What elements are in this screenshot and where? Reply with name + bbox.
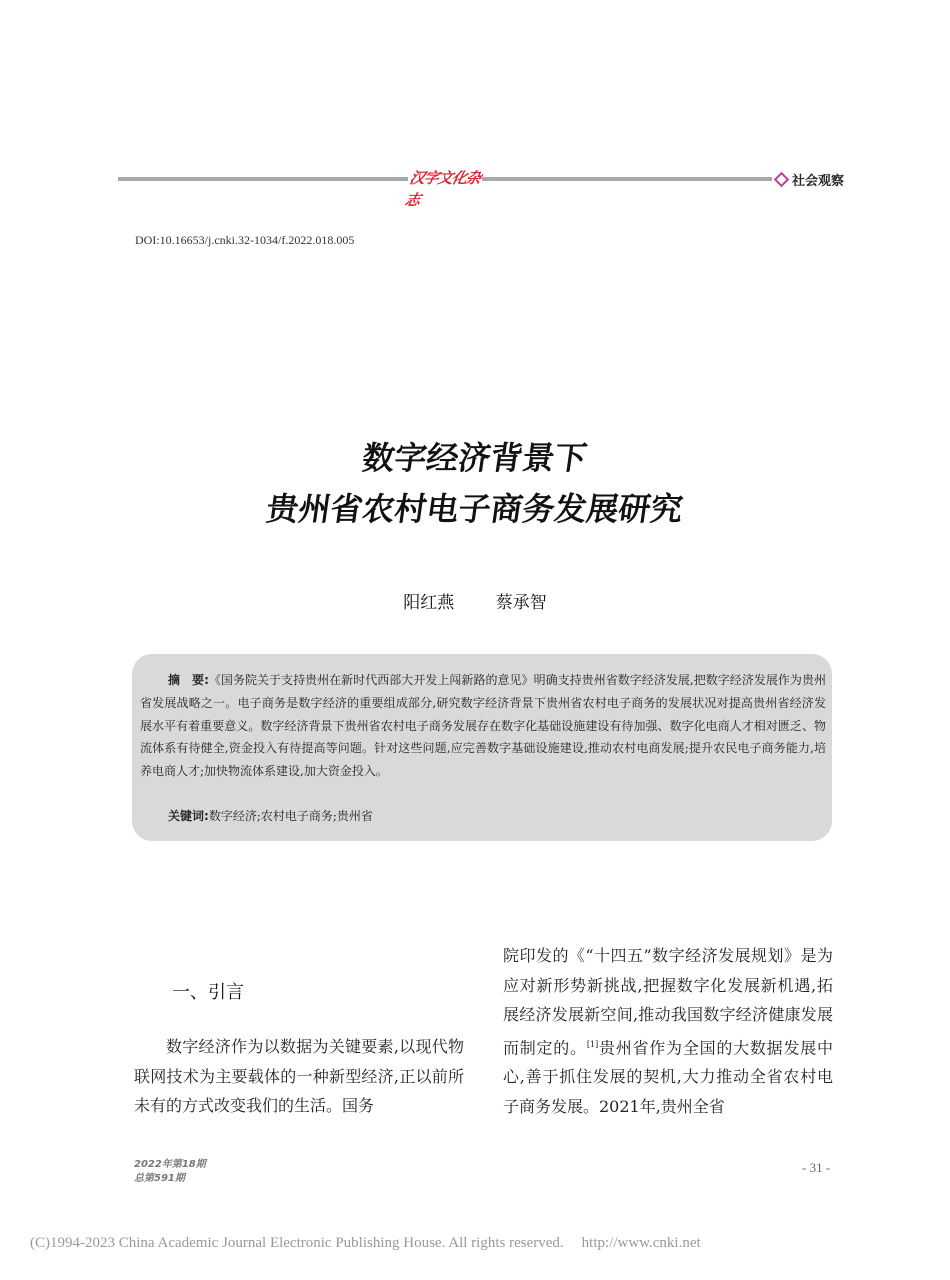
body-paragraph-right [503,941,833,1121]
keywords-label: 关键词: [168,809,209,823]
diamond-icon [774,171,790,187]
header-rule-left [118,177,408,181]
authors [0,588,950,613]
copyright-text: (C)1994-2023 China Academic Journal Electronic Publishing House. All rights reserved. [30,1235,564,1251]
abstract-text: 《国务院关于支持贵州在新时代西部大开发上闯新路的意见》明确支持贵州省数字经济发展,把数字经济发展作为贵州省发展战略之一。电子商务是数字经济的重要组成部分,研究数字经济背景下贵州省农村电子商务的发展状况对提高贵州省经济发展水平有着重要意义。数字经济背景下贵州省农村电子商务发展存在数字化基础设施建设有待加强、数字化电商人才相对匮乏、物流体系有待健全,资金投入有待提高等问题。针对这些问题,应完善数字基础设施建设,推动农村电商发展;提升农民电子商务能力,培养电商人才;加快物流体系建设,加大资金投入。 [140,673,826,779]
section-tag-label: 社会观察 [792,173,845,189]
citation-ref: [1] [586,1039,599,1049]
body-column-left [134,1032,464,1121]
body-text-right-a: 院印发的《“十四五”数字经济发展规划》是为应对新形势新挑战,把握数字化发展新机遇,拓展经济发展新空间,推动我国数字经济健康发展而制定的。 [503,946,833,1057]
header-rule-right [482,177,772,181]
footer-issue [134,1158,206,1186]
copyright [30,1235,930,1252]
total-issue: 总第591期 [134,1173,185,1184]
body-text-right-b: 贵州省作为全国的大数据发展中心,善于抓住发展的契机,大力推动全省农村电子商务发展。2021年,贵州全省 [503,1037,833,1116]
issue-number: 2022年第18期 [134,1159,206,1170]
keywords-text: 数字经济;农村电子商务;贵州省 [208,809,373,823]
abstract [140,669,826,783]
author-2: 蔡承智 [495,593,547,613]
title-line-1: 数字经济背景下 [360,439,590,477]
abstract-label: 摘 要: [168,673,209,687]
abstract-box [132,654,832,841]
copyright-url: http://www.cnki.net [581,1235,701,1251]
body-column-right [503,941,833,1121]
page-number: - 31 - [802,1160,831,1175]
section-heading: 一、引言 [172,982,244,1003]
doi: DOI:10.16653/j.cnki.32-1034/f.2022.018.005 [135,233,355,247]
author-1: 阳红燕 [403,593,455,613]
journal-logo: 汉字文化杂志 [403,169,482,209]
section-tag [776,170,844,188]
body-paragraph-left: 数字经济作为以数据为关键要素,以现代物联网技术为主要载体的一种新型经济,正以前所未有的方式改变我们的生活。国务 [134,1037,464,1115]
title-line-2: 贵州省农村电子商务发展研究 [264,490,686,528]
keywords [168,807,373,824]
